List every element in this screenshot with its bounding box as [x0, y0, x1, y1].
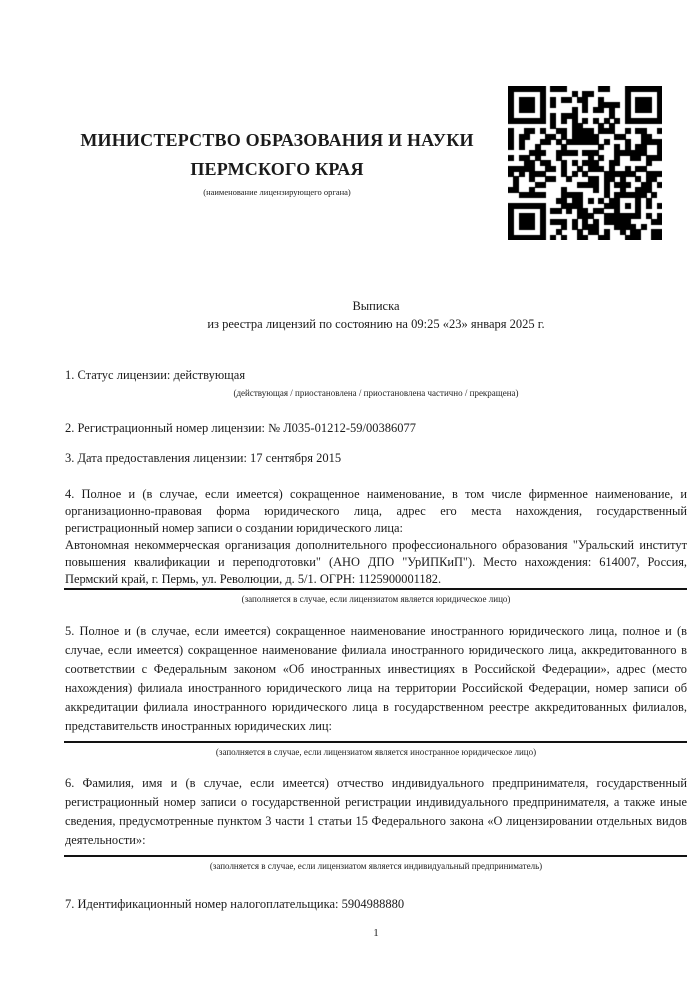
- license-status: 1. Статус лицензии: действующая: [65, 368, 246, 382]
- license-grant-date: 3. Дата предоставления лицензии: 17 сентября 2015: [65, 451, 342, 465]
- entrepreneur-question: 6. Фамилия, имя и (в случае, если имеется) отчество индивидуального предпринимателя, государственный регистрационный номер записи о государственной регистрации индивидуального предпринимателя, а также иные сведения, предусмотренные пунктом 3 части 1 статьи 15 Федерального закона «О лицензировании отдельных видов деятельности»:: [65, 776, 687, 847]
- foreign-entity-caption: (заполняется в случае, если лицензиатом является иностранное юридическое лицо): [215, 747, 537, 757]
- authority-line2: ПЕРМСКОГО КРАЯ: [190, 159, 364, 179]
- legal-entity-section: [65, 486, 687, 588]
- license-status-caption: (действующая / приостановлена / приостановлена частично / прекращена): [233, 388, 519, 398]
- page-number: 1: [373, 927, 379, 939]
- foreign-entity-section: [65, 622, 687, 736]
- entrepreneur-section: [65, 774, 687, 850]
- foreign-entity-question: 5. Полное и (в случае, если имеется) сокращенное наименование иностранного юридического лица, полное и (в случае, если имеется) сокращенное наименование филиала иностранного юридического лица, аккредитованного в соответствии с Федеральным законом «Об иностранных инвестициях в Российской Федерации», адрес (место нахождения) филиала иностранного юридического лица на территории Российской Федерации, номер записи об аккредитации филиала иностранного юридического лица в государственном реестре аккредитованных филиалов, представительств иностранных юридических лиц:: [65, 624, 687, 733]
- authority-caption: (наименование лицензирующего органа): [203, 187, 351, 197]
- license-registration-number: 2. Регистрационный номер лицензии: № Л035-01212-59/00386077: [65, 421, 416, 435]
- taxpayer-id: 7. Идентификационный номер налогоплательщика: 5904988880: [65, 897, 405, 911]
- document-title: [65, 297, 687, 333]
- document-title-line1: Выписка: [352, 299, 400, 313]
- legal-entity-answer: Автономная некоммерческая организация дополнительного профессионального образования "Уральский институт повышения квалификации и переподготовки" (АНО ДПО "УрИПКиП"). Место нахождения: 614007, Россия, Пермский край, г. Пермь, ул. Революции, д. 5/1. ОГРН: 1125900001182.: [65, 538, 687, 586]
- legal-entity-caption: (заполняется в случае, если лицензиатом является юридическое лицо): [241, 594, 511, 604]
- field-underline: [64, 588, 687, 590]
- field-underline: [64, 741, 687, 743]
- authority-line1: МИНИСТЕРСТВО ОБРАЗОВАНИЯ И НАУКИ: [80, 130, 474, 150]
- qr-code-icon: [508, 86, 662, 240]
- licensing-authority-name: [64, 126, 490, 198]
- entrepreneur-caption: (заполняется в случае, если лицензиатом является индивидуальный предприниматель): [209, 861, 543, 871]
- field-underline: [64, 855, 687, 857]
- legal-entity-question: 4. Полное и (в случае, если имеется) сокращенное наименование, в том числе фирменное наименование, и организационно-правовая форма юридического лица, адрес его места нахождения, государственный регистрационный номер записи о создании юридического лица:: [65, 487, 687, 535]
- document-title-line2: из реестра лицензий по состоянию на 09:25 «23» января 2025 г.: [207, 317, 545, 331]
